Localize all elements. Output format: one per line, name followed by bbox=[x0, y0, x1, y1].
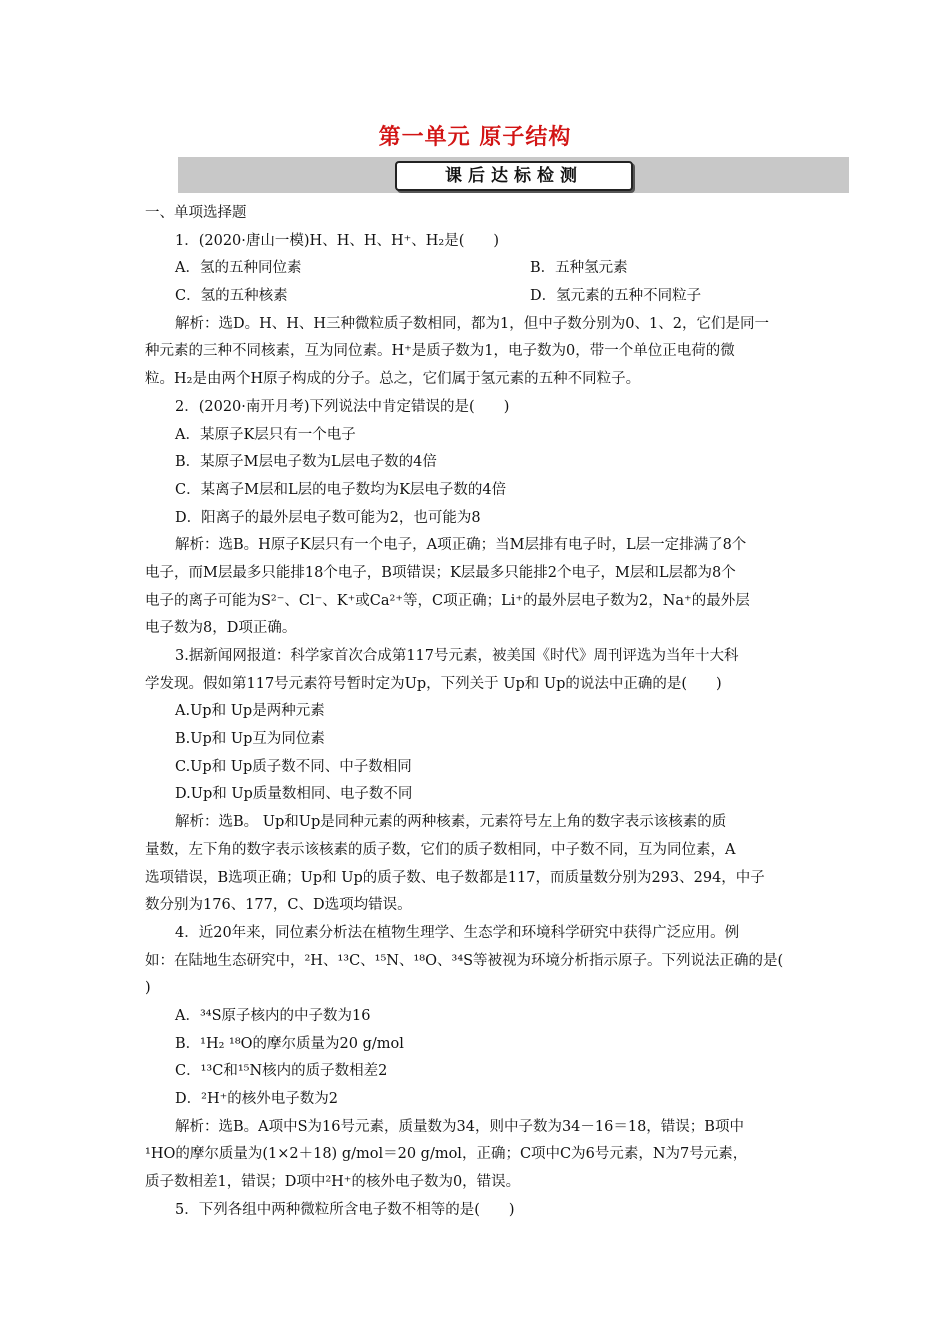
q4-analysis-line: 质子数相差1，错误；D项中²H⁺的核外电子数为0，错误。 bbox=[145, 1174, 521, 1191]
q3-stem-line: 3.据新闻网报道：科学家首次合成第117号元素，被美国《时代》周刊评选为当年十大科 bbox=[175, 648, 739, 664]
q2-analysis-line: 电子数为8，D项正确。 bbox=[145, 620, 297, 637]
document-body bbox=[145, 200, 810, 1224]
q1-analysis-line: 粒。H₂是由两个H原子构成的分子。总之，它们属于氢元素的五种不同粒子。 bbox=[145, 371, 641, 388]
q1-option-d: D．氢元素的五种不同粒子 bbox=[530, 288, 702, 305]
q1-analysis-line: 种元素的三种不同核素，互为同位素。H⁺是质子数为1，电子数为0，带一个单位正电荷的微 bbox=[145, 343, 735, 360]
q1-option-c: C．氢的五种核素 bbox=[175, 288, 288, 305]
section-banner bbox=[178, 157, 849, 193]
q2-analysis-line: 电子，而M层最多只能排18个电子，B项错误；K层最多只能排2个电子，M层和L层都为8个 bbox=[145, 564, 736, 581]
q4-stem-line: ) bbox=[145, 980, 151, 997]
q4-stem-line: 4．近20年来，同位素分析法在植物生理学、生态学和环境科学研究中获得广泛应用。例 bbox=[175, 924, 740, 941]
q2-analysis-line: 解析：选B。H原子K层只有一个电子，A项正确；当M层排有电子时，L层一定排满了8个 bbox=[175, 537, 747, 554]
q4-analysis-line: ¹HO的摩尔质量为(1×2＋18) g/mol＝20 g/mol，正确；C项中C为6号元素，N为7号元素， bbox=[145, 1146, 748, 1163]
q2-option-b: B．某原子M层电子数为L层电子数的4倍 bbox=[175, 454, 437, 471]
q4-option-b: B．¹H₂ ¹⁸O的摩尔质量为20 g/mol bbox=[175, 1035, 404, 1052]
q1-options-row1 bbox=[145, 255, 810, 283]
q3-option-d: D.Up和 Up质量数相同、电子数不同 bbox=[175, 786, 413, 803]
q3-option-c: C.Up和 Up质子数不同、中子数相同 bbox=[175, 758, 412, 775]
q1-stem: 1．(2020·唐山一模)H、H、H、H⁺、H₂是( ) bbox=[175, 232, 500, 249]
banner-label: 课后达标检测 bbox=[395, 161, 633, 191]
q2-analysis-line: 电子的离子可能为S²⁻、Cl⁻、K⁺或Ca²⁺等，C项正确；Li⁺的最外层电子数为2，Na⁺的最外层 bbox=[145, 592, 750, 609]
q4-option-c: C．¹³C和¹⁵N核内的质子数相差2 bbox=[175, 1063, 388, 1080]
q3-analysis-line: 数分别为176、177，C、D选项均错误。 bbox=[145, 897, 412, 914]
q3-analysis-line: 量数，左下角的数字表示该核素的质子数，它们的质子数相同，中子数不同，互为同位素，A bbox=[145, 841, 736, 858]
q3-analysis-line: 解析：选B。 Up和Up是同种元素的两种核素，元素符号左上角的数字表示该核素的质 bbox=[175, 814, 727, 831]
page-title: 第一单元 原子结构 bbox=[378, 125, 572, 150]
section-heading: 一、单项选择题 bbox=[145, 205, 247, 221]
q2-stem: 2．(2020·南开月考)下列说法中肯定错误的是( ) bbox=[175, 398, 510, 415]
q3-option-b: B.Up和 Up互为同位素 bbox=[175, 731, 325, 748]
q3-analysis-line: 选项错误，B选项正确；Up和 Up的质子数、电子数都是117，而质量数分别为293、294，中子 bbox=[145, 869, 765, 886]
q4-analysis-line: 解析：选B。A项中S为16号元素，质量数为34，则中子数为34－16＝18，错误；B项中 bbox=[175, 1118, 744, 1135]
q4-option-a: A．³⁴S原子核内的中子数为16 bbox=[175, 1007, 371, 1024]
q2-option-c: C．某离子M层和L层的电子数均为K层电子数的4倍 bbox=[175, 481, 507, 498]
q2-option-d: D．阳离子的最外层电子数可能为2，也可能为8 bbox=[175, 509, 481, 526]
q1-option-a: A．氢的五种同位素 bbox=[175, 260, 302, 277]
q5-stem: 5．下列各组中两种微粒所含电子数不相等的是( ) bbox=[175, 1201, 515, 1218]
q3-option-a: A.Up和 Up是两种元素 bbox=[175, 703, 325, 720]
q1-options-row2 bbox=[145, 283, 810, 311]
q1-option-b: B．五种氢元素 bbox=[530, 260, 628, 277]
q1-analysis-line: 解析：选D。H、H、H三种微粒质子数相同，都为1，但中子数分别为0、1、2，它们是同一 bbox=[175, 315, 769, 332]
q4-option-d: D．²H⁺的核外电子数为2 bbox=[175, 1091, 338, 1107]
q4-stem-line: 如：在陆地生态研究中，²H、¹³C、¹⁵N、¹⁸O、³⁴S等被视为环境分析指示原子。下列说法正确的是( bbox=[145, 952, 784, 969]
q3-stem-line: 学发现。假如第117号元素符号暂时定为Up，下列关于 Up和 Up的说法中正确的是( ) bbox=[145, 675, 722, 692]
q2-option-a: A．某原子K层只有一个电子 bbox=[175, 426, 356, 443]
